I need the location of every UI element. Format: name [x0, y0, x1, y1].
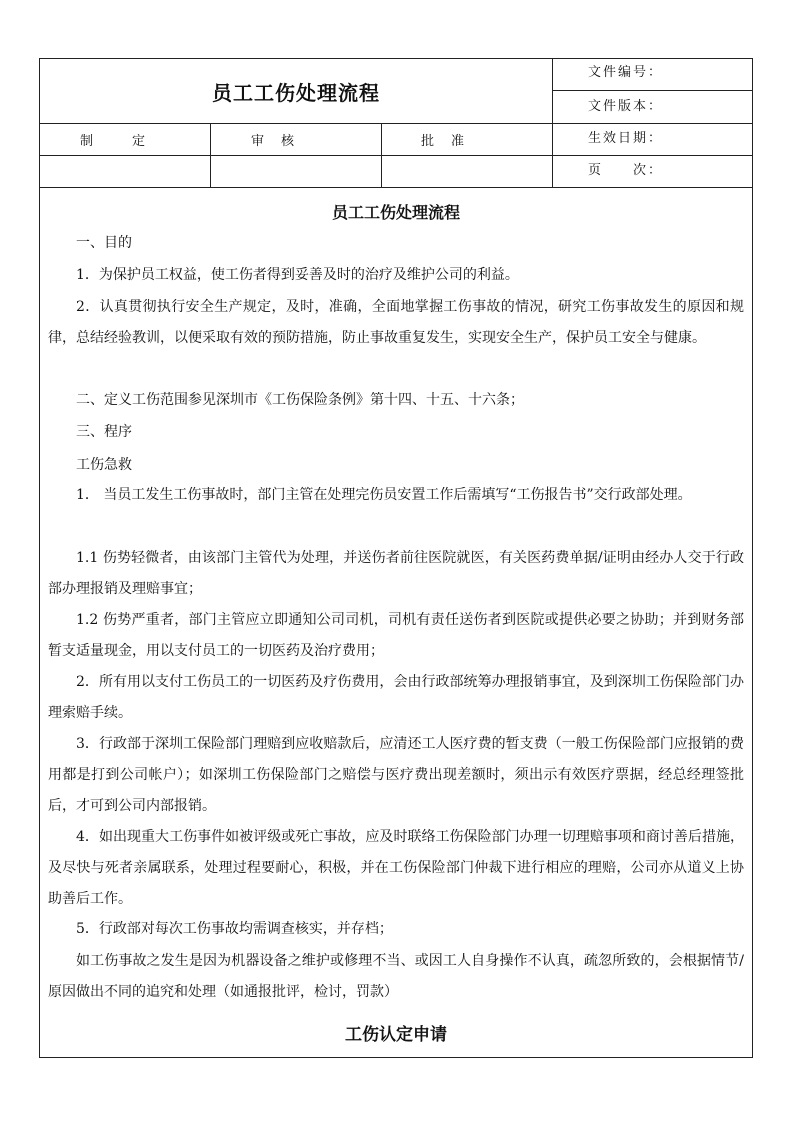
col-divider-2 — [381, 123, 382, 187]
paragraph-step-2: 2．所有用以支付工伤员工的一切医药及疗伤费用，会由行政部统筹办理报销事宜，及到深圳工伤保险部门办理索赔手续。 — [48, 674, 744, 721]
page-label: 页 次： — [588, 163, 664, 178]
paragraph-step-1: 1． 当员工发生工伤事故时，部门主管在处理完伤员安置工作后需填写“工伤报告书”交行政部处理。 — [76, 487, 692, 503]
header-line-bottom — [40, 187, 752, 188]
body-title: 员工工伤处理流程 — [331, 203, 460, 222]
meta-line-1 — [552, 90, 752, 91]
col-review-label: 审 核 — [251, 133, 297, 149]
document-frame — [39, 58, 753, 1058]
meta-divider — [552, 59, 553, 187]
doc-number-label: 文件编号： — [588, 65, 664, 80]
paragraph-step-3: 3．行政部于深圳工保险部门理赔到应收赔款后，应清还工人医疗费的暂支费（一般工伤保险部门应报销的费用都是打到公司帐户）；如深圳工伤保险部门之赔偿与医疗费出现差额时，须出示有效医疗票据，经总经理签批后，才可到公司内部报销。 — [48, 736, 744, 814]
header-title: 员工工伤处理流程 — [212, 80, 380, 105]
paragraph-definition: 二、定义工伤范围参见深圳市《工伤保险条例》第十四、十五、十六条； — [76, 392, 524, 408]
paragraph-purpose-heading: 一、目的 — [76, 235, 132, 251]
paragraph-procedure-heading: 三、程序 — [76, 424, 132, 440]
col-divider-1 — [210, 123, 211, 187]
col-prepare-label: 制 定 — [80, 133, 146, 149]
meta-line-2 — [552, 123, 752, 124]
paragraph-liability: 如工伤事故之发生是因为机器设备之维护或修理不当、或因工人自身操作不认真，疏忽所致的，会根据情节/原因做出不同的追究和处理（如通报批评，检讨，罚款） — [48, 953, 744, 1000]
effective-date-label: 生效日期： — [588, 131, 664, 146]
paragraph-step-1-2: 1.2 伤势严重者，部门主管应立即通知公司司机，司机有责任送伤者到医院或提供必要之协助；并到财务部暂支适量现金，用以支付员工的一切医药及治疗费用； — [48, 612, 744, 659]
paragraph-step-4: 4．如出现重大工伤事件如被评级或死亡事故，应及时联络工伤保险部门办理一切理赔事项和商讨善后措施，及尽快与死者亲属联系，处理过程要耐心，积极，并在工伤保险部门仲裁下进行相应的理赔，公司亦从道义上协助善后工作。 — [48, 829, 744, 907]
footer-section-title: 工伤认定申请 — [345, 1025, 447, 1045]
paragraph-purpose-2: 2．认真贯彻执行安全生产规定，及时，准确，全面地掌握工伤事故的情况，研究工伤事故发生的原因和规律，总结经验教训，以便采取有效的预防措施，防止事故重复发生，实现安全生产，保护员工安全与健康。 — [48, 299, 744, 346]
header-line-labels-bottom — [40, 155, 752, 156]
col-approve-label: 批 准 — [421, 133, 467, 149]
paragraph-first-aid: 工伤急救 — [76, 457, 132, 473]
paragraph-step-1-1: 1.1 伤势轻微者，由该部门主管代为处理，并送伤者前往医院就医，有关医药费单据/证明由经办人交于行政部办理报销及理赔事宜； — [48, 550, 744, 597]
paragraph-purpose-1: 1．为保护员工权益，使工伤者得到妥善及时的治疗及维护公司的利益。 — [76, 267, 519, 283]
paragraph-step-5: 5．行政部对每次工伤事故均需调查核实，并存档； — [76, 921, 393, 937]
doc-version-label: 文件版本： — [588, 99, 664, 114]
